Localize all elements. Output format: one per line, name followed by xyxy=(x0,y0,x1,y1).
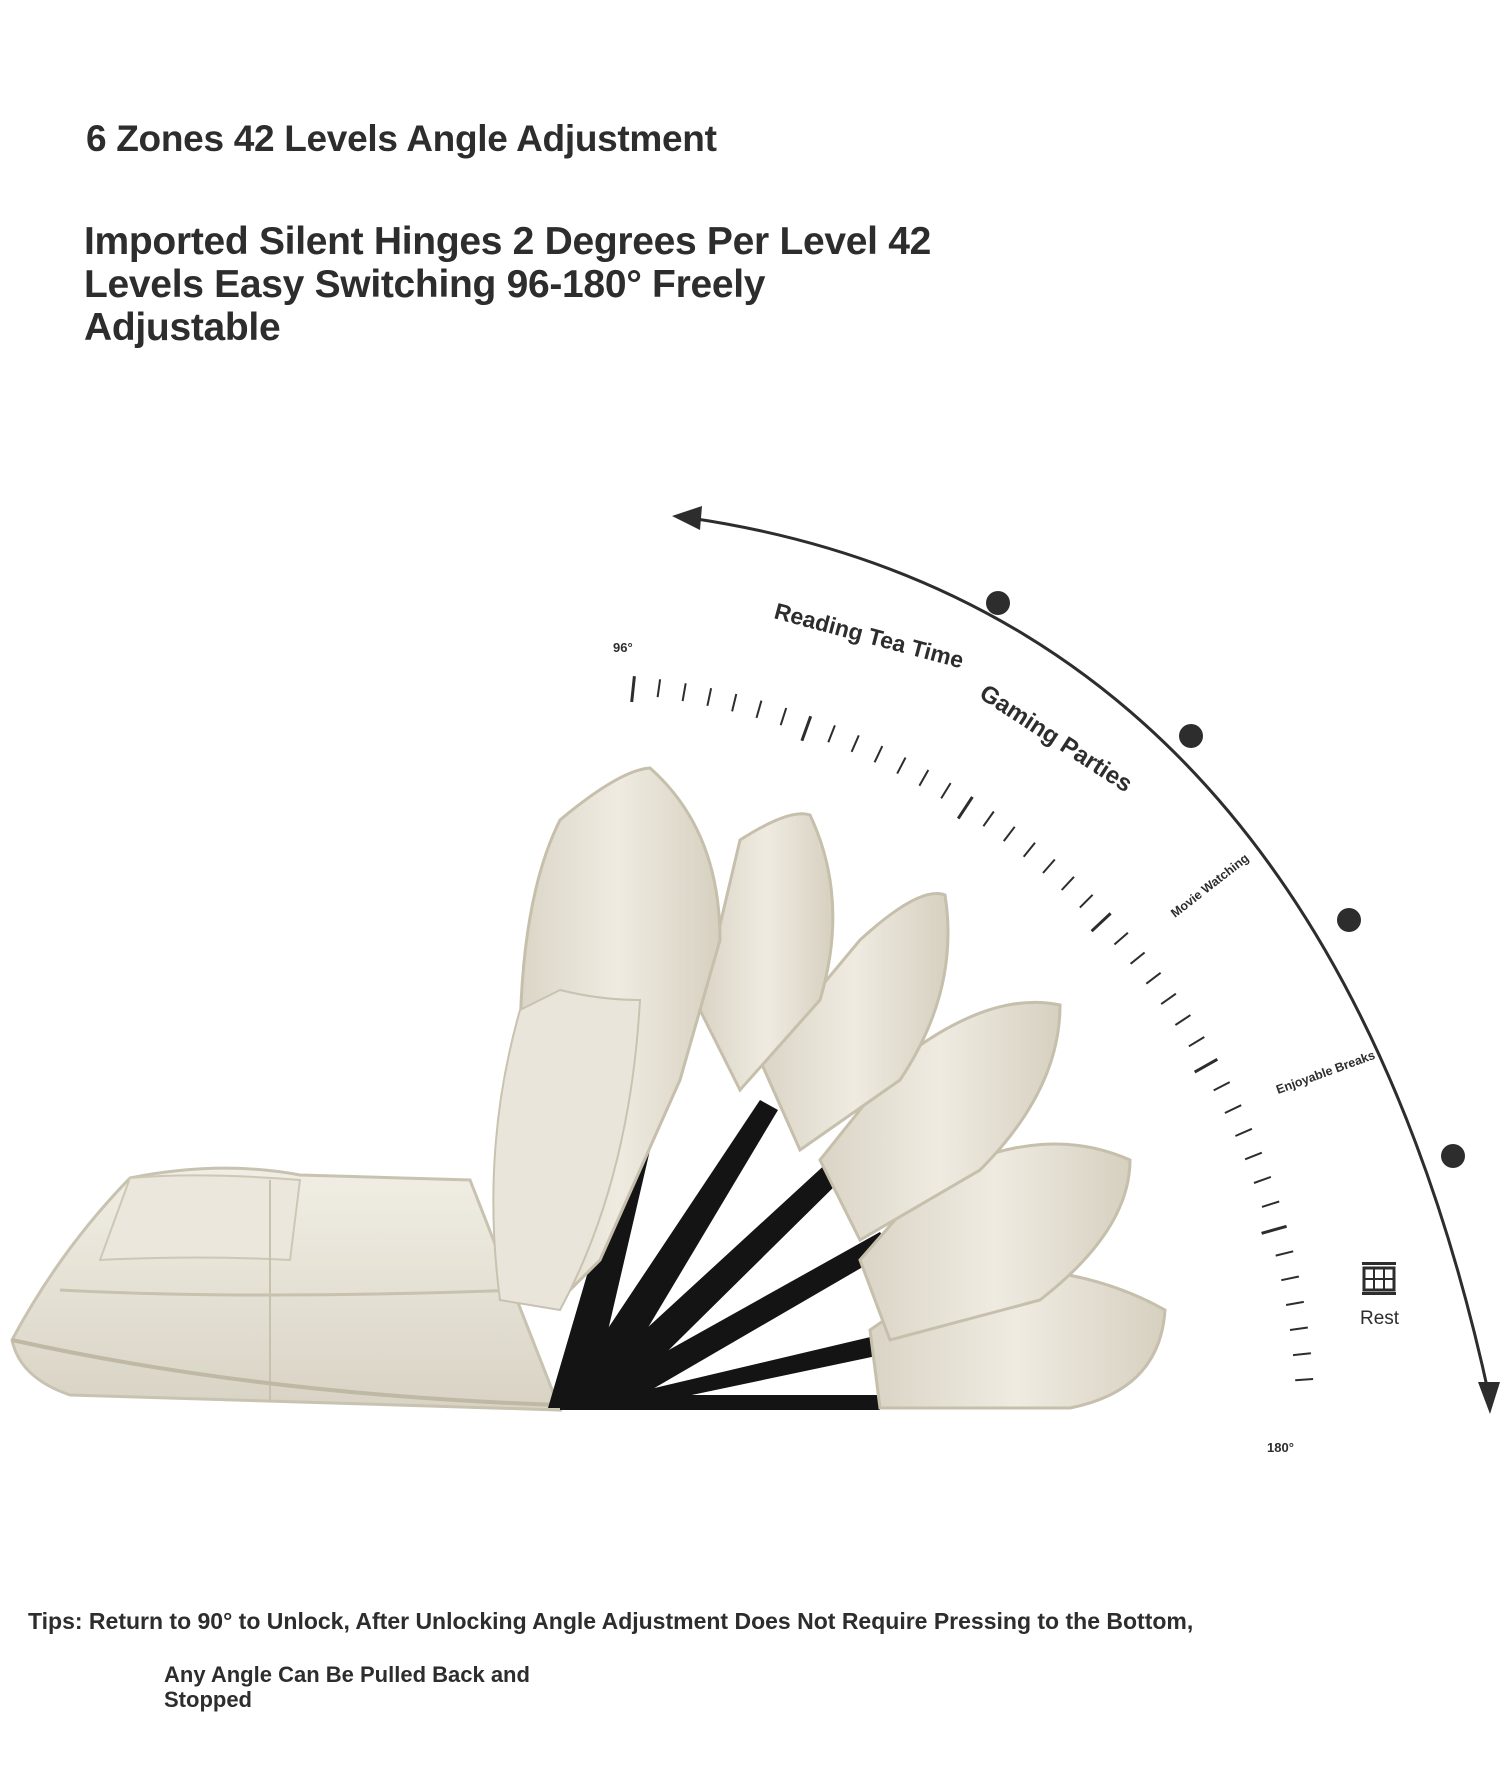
level-tick xyxy=(1235,1129,1252,1136)
level-tick xyxy=(828,725,835,742)
level-tick xyxy=(1290,1328,1308,1331)
level-tick xyxy=(1043,860,1055,874)
level-tick xyxy=(1161,994,1176,1004)
level-tick xyxy=(1225,1105,1241,1113)
level-tick xyxy=(1262,1202,1279,1207)
zone-marker xyxy=(1441,1144,1465,1168)
bed-icon xyxy=(1360,1258,1398,1302)
arrow-end-icon xyxy=(1478,1382,1500,1414)
level-tick xyxy=(1004,827,1015,841)
floor-chair-image xyxy=(12,768,1165,1410)
level-tick xyxy=(919,770,928,786)
level-tick xyxy=(1146,973,1160,984)
level-tick xyxy=(1262,1226,1287,1233)
level-tick xyxy=(658,679,661,697)
level-tick xyxy=(802,716,811,741)
level-tick xyxy=(1254,1177,1271,1183)
level-tick xyxy=(875,746,883,762)
zone-marker xyxy=(986,591,1010,615)
arrow-start-icon xyxy=(672,506,702,530)
level-tick xyxy=(852,735,859,752)
zone-label: Reading Tea Time xyxy=(771,597,967,674)
level-tick xyxy=(1295,1379,1313,1380)
zone-label: Enjoyable Breaks xyxy=(1274,1048,1377,1097)
tips-line-2: Any Angle Can Be Pulled Back and Stopped xyxy=(164,1662,530,1712)
level-tick xyxy=(1175,1015,1190,1025)
level-tick xyxy=(707,688,711,706)
angle-label-end: 180° xyxy=(1267,1440,1294,1455)
level-tick xyxy=(1245,1153,1262,1160)
level-tick xyxy=(1092,913,1111,931)
level-tick xyxy=(732,694,736,711)
zone-label: Movie Watching xyxy=(1168,851,1252,921)
level-tick xyxy=(1286,1302,1304,1305)
level-tick xyxy=(1062,877,1074,890)
zone-marker xyxy=(1337,908,1361,932)
level-tick xyxy=(1195,1059,1218,1072)
level-tick xyxy=(983,812,993,827)
level-tick xyxy=(1024,843,1035,857)
level-tick xyxy=(1080,895,1093,908)
angle-label-start: 96° xyxy=(613,640,633,655)
level-tick xyxy=(1293,1353,1311,1355)
subheading: Imported Silent Hinges 2 Degrees Per Level 42 Levels Easy Switching 96-180° Freely Adjustable xyxy=(84,220,931,349)
level-tick xyxy=(1189,1037,1204,1046)
level-tick xyxy=(897,758,905,774)
level-tick xyxy=(941,783,950,798)
tips-line-1: Tips: Return to 90° to Unlock, After Unlocking Angle Adjustment Does Not Require Pressing to the Bottom, xyxy=(28,1608,1194,1634)
level-tick xyxy=(757,701,762,718)
zone-marker xyxy=(1179,724,1203,748)
zone-label-rest: Rest xyxy=(1360,1308,1400,1329)
level-tick xyxy=(781,708,787,725)
level-tick xyxy=(1281,1277,1299,1281)
level-tick xyxy=(1114,933,1128,945)
level-tick xyxy=(1276,1251,1294,1255)
heading: 6 Zones 42 Levels Angle Adjustment xyxy=(86,118,717,159)
level-tick xyxy=(683,683,686,701)
level-tick xyxy=(958,797,972,819)
level-tick xyxy=(1131,953,1145,964)
level-tick xyxy=(1214,1082,1230,1090)
zone-label: Gaming Parties xyxy=(974,679,1138,798)
level-tick xyxy=(632,676,635,702)
